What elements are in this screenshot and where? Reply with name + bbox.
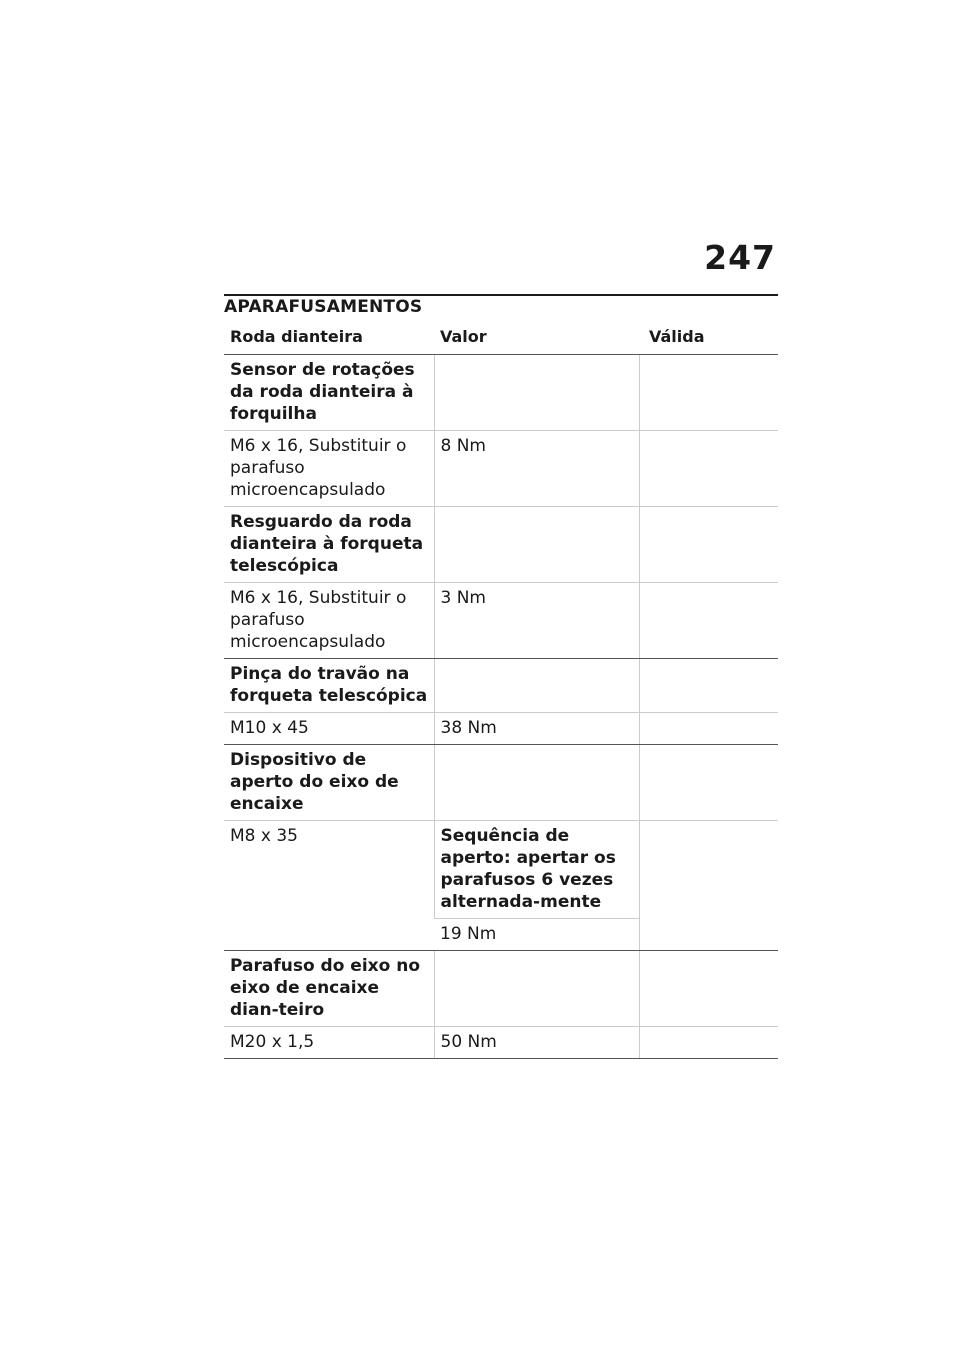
valid-cell xyxy=(639,507,778,583)
column-header-component: Roda dianteira xyxy=(224,322,434,355)
section-divider xyxy=(224,294,778,296)
torque-value xyxy=(434,659,639,713)
component-name: Pinça do travão na forqueta telescópica xyxy=(224,659,434,713)
table-row xyxy=(224,951,778,1027)
section-title: APARAFUSAMENTOS xyxy=(224,297,423,317)
fastener-spec: M6 x 16, Substituir o parafuso microencapsulado xyxy=(224,431,434,507)
valid-cell xyxy=(639,659,778,713)
torque-value xyxy=(434,745,639,821)
table-row xyxy=(224,713,778,745)
torque-table xyxy=(224,322,778,1059)
torque-value: 8 Nm xyxy=(434,431,639,507)
component-name: Sensor de rotações da roda dianteira à forquilha xyxy=(224,355,434,431)
component-name: Parafuso do eixo no eixo de encaixe dian-teiro xyxy=(224,951,434,1027)
table-row xyxy=(224,355,778,431)
table-row xyxy=(224,1027,778,1059)
table-row xyxy=(224,745,778,821)
valid-cell xyxy=(639,431,778,507)
valid-cell xyxy=(639,355,778,431)
column-header-valid: Válida xyxy=(639,322,778,355)
valid-cell xyxy=(639,1027,778,1059)
torque-value xyxy=(434,951,639,1027)
torque-value: 19 Nm xyxy=(434,919,639,951)
valid-cell xyxy=(639,821,778,951)
fastener-spec: M8 x 35 xyxy=(224,821,434,951)
table-row xyxy=(224,583,778,659)
torque-value: 50 Nm xyxy=(434,1027,639,1059)
torque-value: 38 Nm xyxy=(434,713,639,745)
column-header-value: Valor xyxy=(434,322,639,355)
table-row xyxy=(224,821,778,919)
valid-cell xyxy=(639,713,778,745)
component-name: Resguardo da roda dianteira à forqueta telescópica xyxy=(224,507,434,583)
component-name: Dispositivo de aperto do eixo de encaixe xyxy=(224,745,434,821)
table-row xyxy=(224,507,778,583)
valid-cell xyxy=(639,745,778,821)
tightening-sequence-note: Sequência de aperto: apertar os parafusos 6 vezes alternada-mente xyxy=(434,821,639,919)
table-row xyxy=(224,431,778,507)
torque-value xyxy=(434,507,639,583)
fastener-spec: M20 x 1,5 xyxy=(224,1027,434,1059)
table-header-row xyxy=(224,322,778,355)
torque-value: 3 Nm xyxy=(434,583,639,659)
table-row xyxy=(224,659,778,713)
valid-cell xyxy=(639,583,778,659)
fastener-spec: M10 x 45 xyxy=(224,713,434,745)
page-number: 247 xyxy=(704,238,776,277)
valid-cell xyxy=(639,951,778,1027)
fastener-spec: M6 x 16, Substituir o parafuso microencapsulado xyxy=(224,583,434,659)
torque-value xyxy=(434,355,639,431)
